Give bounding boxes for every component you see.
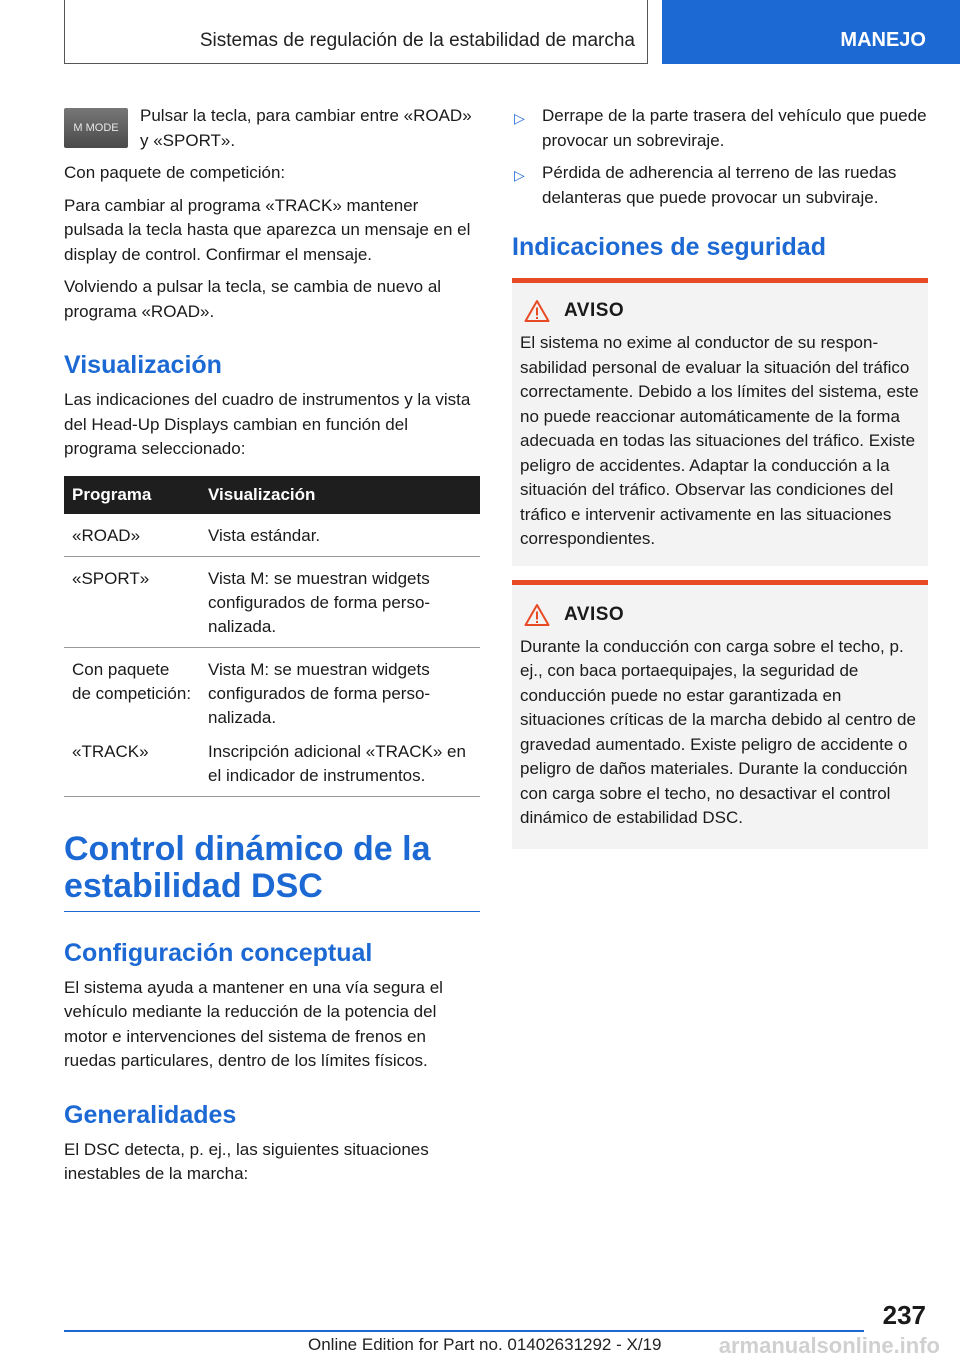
situation-list <box>512 104 928 210</box>
page-number: 237 <box>882 1300 926 1330</box>
list-item <box>512 161 928 210</box>
notice-header <box>520 603 920 627</box>
footer-divider <box>64 1330 864 1332</box>
paragraph: Las indicaciones del cuadro de instrumentos y la vista del Head-Up Displays cambian en función del programa seleccionado: <box>64 390 471 458</box>
heading-generalidades: Generalidades <box>64 1100 237 1129</box>
table-header-cell: Programa <box>64 476 200 514</box>
warning-notice <box>512 580 928 849</box>
table-row <box>64 738 480 797</box>
table-row <box>64 556 480 647</box>
header-title: Sistemas de regulación de la estabilidad de marcha <box>199 30 635 51</box>
warning-triangle-icon <box>524 603 550 627</box>
section-tab-label: MANEJO <box>840 29 926 51</box>
paragraph: Para cambiar al programa «TRACK» mantener pulsada la tecla hasta que aparezca un mensaje en el display de control. Confirmar el mensaje. <box>64 195 471 264</box>
bullet-triangle-icon: ▷ <box>514 167 525 183</box>
notice-header <box>520 299 920 323</box>
list-item-text: Pérdida de adherencia al terreno de las ruedas delanteras que puede provocar un subviraje. <box>542 163 897 207</box>
heading-configuracion: Configuración conceptual <box>64 938 373 967</box>
m-mode-button-image: M MODE <box>64 108 128 148</box>
table-cell: Vista estándar. <box>200 514 480 557</box>
header-box <box>64 0 648 64</box>
table-cell: Vista M: se muestran widgets configurados de forma personalizada. <box>208 659 431 727</box>
watermark: armanualsonline.info <box>718 1333 940 1358</box>
mmode-text: Pulsar la tecla, para cambiar entre «ROAD» y «SPORT». <box>140 106 472 150</box>
table-cell: Vista M: se muestran widgets configurados de forma personalizada. <box>200 556 480 647</box>
warning-triangle-icon <box>524 299 550 323</box>
right-column <box>512 104 928 863</box>
list-item-text: Derrape de la parte trasera del vehículo que puede provocar un sobreviraje. <box>542 106 927 150</box>
table-cell: Con paquete de competición: <box>72 659 192 703</box>
table-row <box>64 514 480 557</box>
program-table <box>64 476 480 797</box>
paragraph: Con paquete de competición: <box>64 163 286 182</box>
notice-text: El sistema no exime al conductor de su responsabilidad personal de evaluar la situación del tráfico correctamente. Debido a los límites del sistema, este no puede reaccionar automáticamente de la forma adecuada en todas las situaciones del tráfico. Existe peligro de accidentes. Adaptar la conducción a la situación del tráfico. Observar las condiciones del tráfico e intervenir activamente en las situaciones correspondientes. <box>520 333 919 548</box>
heading-seguridad: Indicaciones de seguridad <box>512 233 826 261</box>
section-tab <box>662 0 960 64</box>
warning-notice <box>512 278 928 566</box>
notice-title: AVISO <box>564 300 625 321</box>
table-cell: «SPORT» <box>64 556 200 647</box>
table-row <box>64 647 480 738</box>
table-cell: Inscripción adicional «TRACK» en el indicador de instrumentos. <box>200 738 480 797</box>
table-cell: «TRACK» <box>64 738 200 797</box>
heading-dsc: Control dinámico de la estabilidad DSC <box>64 831 480 912</box>
heading-visualizacion: Visualización <box>64 351 222 379</box>
table-cell: «ROAD» <box>64 514 200 557</box>
table-header-row <box>64 476 480 514</box>
paragraph: El DSC detecta, p. ej., las siguientes situaciones inestables de la marcha: <box>64 1139 429 1183</box>
table-header-cell: Visualización <box>200 476 480 514</box>
notice-text: Durante la conducción con carga sobre el techo, p. ej., con baca portaequipajes, la seguridad de conducción puede no estar garantizada en situaciones críticas de la marcha debido al centro de gravedad aumentado. Existe peligro de accidente o peligro de daños materiales. Durante la conducción con carga sobre el techo, no desactivar el control dinámico de estabilidad DSC. <box>520 636 916 827</box>
footer-edition: Online Edition for Part no. 01402631292 - X/19 <box>308 1335 662 1354</box>
bullet-triangle-icon: ▷ <box>514 110 525 126</box>
paragraph: El sistema ayuda a mantener en una vía segura el vehículo mediante la reducción de la potencia del motor e intervenciones del sistema de frenos en ruedas particulares, dentro de los límites físicos. <box>64 977 443 1070</box>
notice-title: AVISO <box>564 603 625 625</box>
list-item <box>512 104 928 153</box>
mmode-row <box>64 104 480 153</box>
left-column <box>64 104 480 1195</box>
paragraph: Volviendo a pulsar la tecla, se cambia de nuevo al programa «ROAD». <box>64 277 442 321</box>
